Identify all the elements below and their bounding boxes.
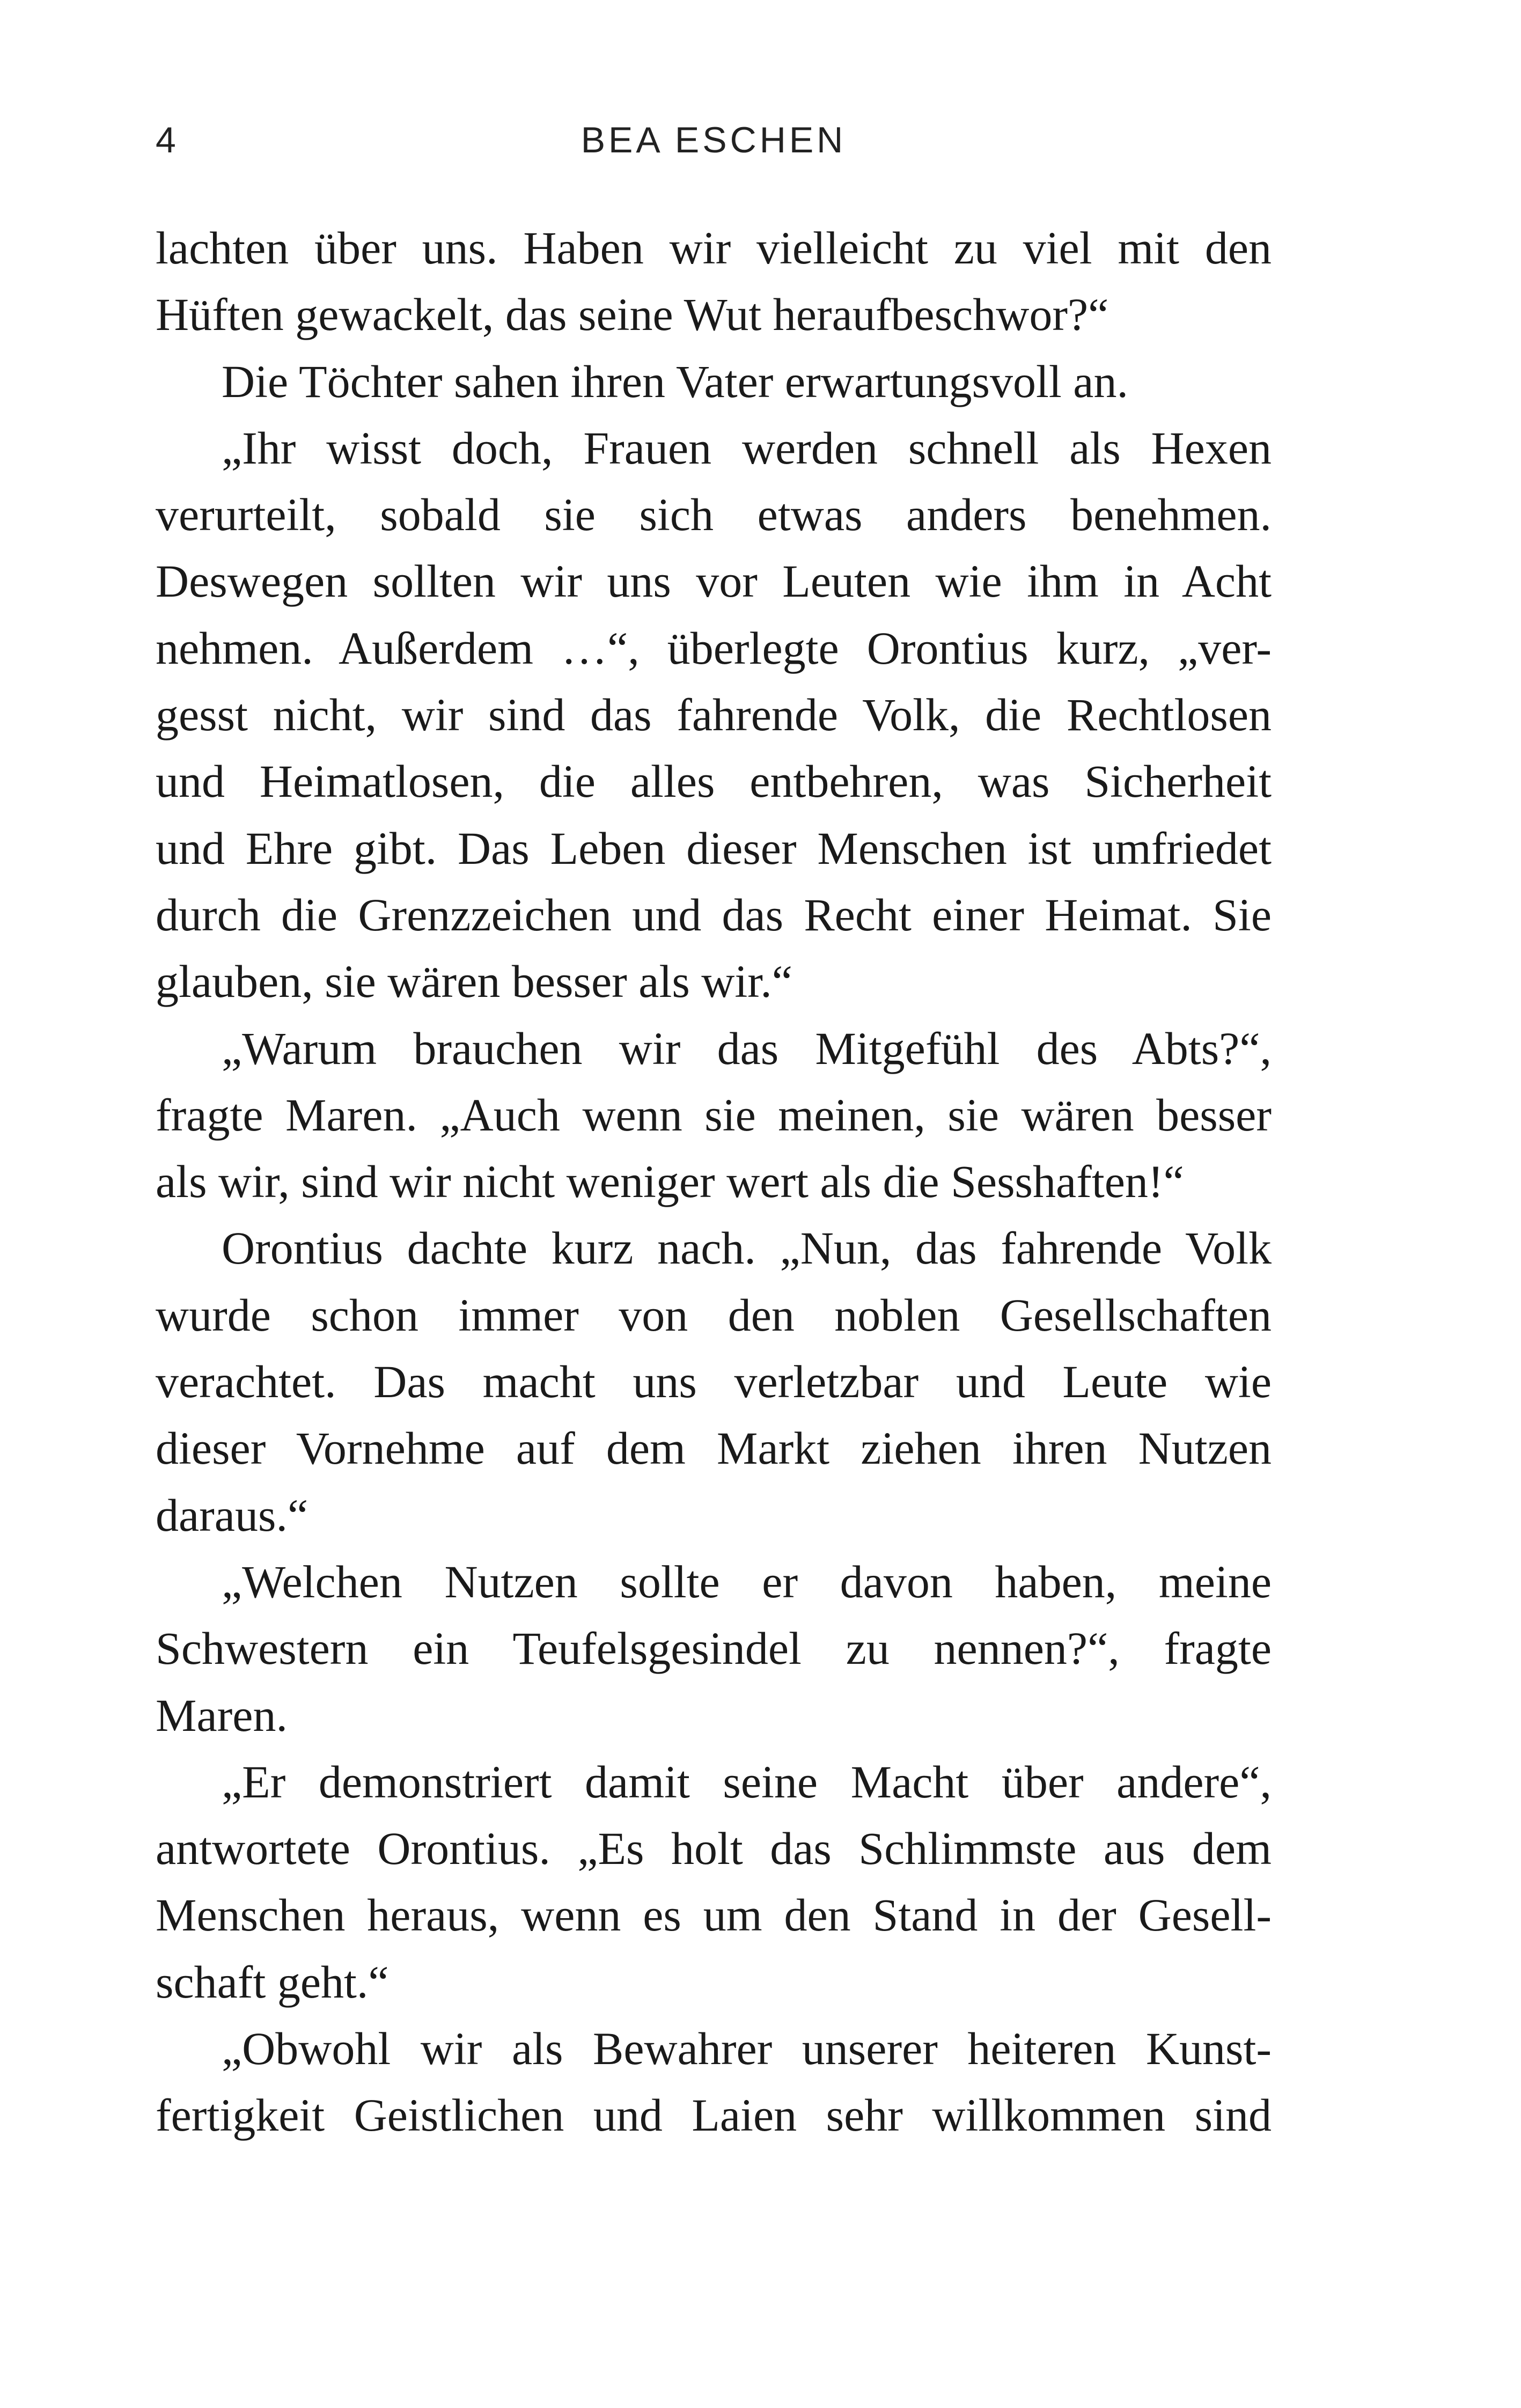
text-line: und Heimatlosen, die alles entbehren, was Sicherheit — [156, 755, 1272, 807]
text-line: Maren. — [156, 1689, 288, 1741]
paragraph — [156, 1215, 1272, 1548]
text-line: durch die Grenzzeichen und das Recht einer Heimat. Sie — [156, 889, 1272, 941]
text-line: und Ehre gibt. Das Leben dieser Menschen ist umfriedet — [156, 822, 1272, 874]
text-line: Orontius dachte kurz nach. „Nun, das fahrende Volk — [222, 1222, 1272, 1274]
author-name: BEA ESCHEN — [581, 120, 847, 160]
paragraph — [156, 1749, 1272, 2015]
text-line: „Warum brauchen wir das Mitgefühl des Abts?“, — [222, 1022, 1272, 1074]
text-line: antwortete Orontius. „Es holt das Schlimmste aus dem — [156, 1823, 1272, 1875]
text-line: gesst nicht, wir sind das fahrende Volk, die Rechtlosen — [156, 689, 1272, 741]
text-line: Schwestern ein Teufelsgesindel zu nennen?“, fragte — [156, 1623, 1272, 1675]
text-line: verachtet. Das macht uns verletzbar und Leute wie — [156, 1356, 1272, 1408]
text-line: Menschen heraus, wenn es um den Stand in der Gesell- — [156, 1889, 1272, 1941]
text-line: nehmen. Außerdem …“, überlegte Orontius kurz, „ver- — [156, 622, 1272, 674]
text-line: Die Töchter sahen ihren Vater erwartungsvoll an. — [222, 355, 1128, 407]
paragraph — [156, 215, 1272, 348]
text-line: daraus.“ — [156, 1489, 308, 1541]
paragraph — [156, 348, 1272, 415]
running-head — [156, 119, 1272, 178]
text-line: „Welchen Nutzen sollte er davon haben, meine — [222, 1555, 1272, 1607]
text-line: schaft geht.“ — [156, 1956, 389, 2008]
text-line: „Ihr wisst doch, Frauen werden schnell als Hexen — [222, 422, 1272, 474]
text-line: lachten über uns. Haben wir vielleicht zu viel mit den — [156, 222, 1272, 274]
page-number: 4 — [156, 120, 179, 160]
text-line: fertigkeit Geistlichen und Laien sehr willkommen sind — [156, 2089, 1272, 2141]
text-line: wurde schon immer von den noblen Gesellschaften — [156, 1289, 1272, 1341]
text-line: glauben, sie wären besser als wir.“ — [156, 956, 792, 1008]
text-line: Deswegen sollten wir uns vor Leuten wie ihm in Acht — [156, 555, 1272, 607]
text-line: verurteilt, sobald sie sich etwas anders benehmen. — [156, 489, 1272, 541]
text-line: „Er demonstriert damit seine Macht über andere“, — [222, 1756, 1272, 1808]
text-line: „Obwohl wir als Bewahrer unserer heiteren Kunst- — [222, 2023, 1272, 2075]
text-line: fragte Maren. „Auch wenn sie meinen, sie wären besser — [156, 1089, 1272, 1141]
text-line: Hüften gewackelt, das seine Wut heraufbeschwor?“ — [156, 289, 1109, 341]
body-text — [156, 215, 1272, 2149]
paragraph — [156, 1015, 1272, 1215]
paragraph — [156, 2015, 1272, 2149]
paragraph — [156, 1548, 1272, 1749]
text-line: als wir, sind wir nicht weniger wert als die Sesshaften!“ — [156, 1156, 1184, 1208]
paragraph — [156, 415, 1272, 1015]
text-line: dieser Vornehme auf dem Markt ziehen ihren Nutzen — [156, 1422, 1272, 1474]
